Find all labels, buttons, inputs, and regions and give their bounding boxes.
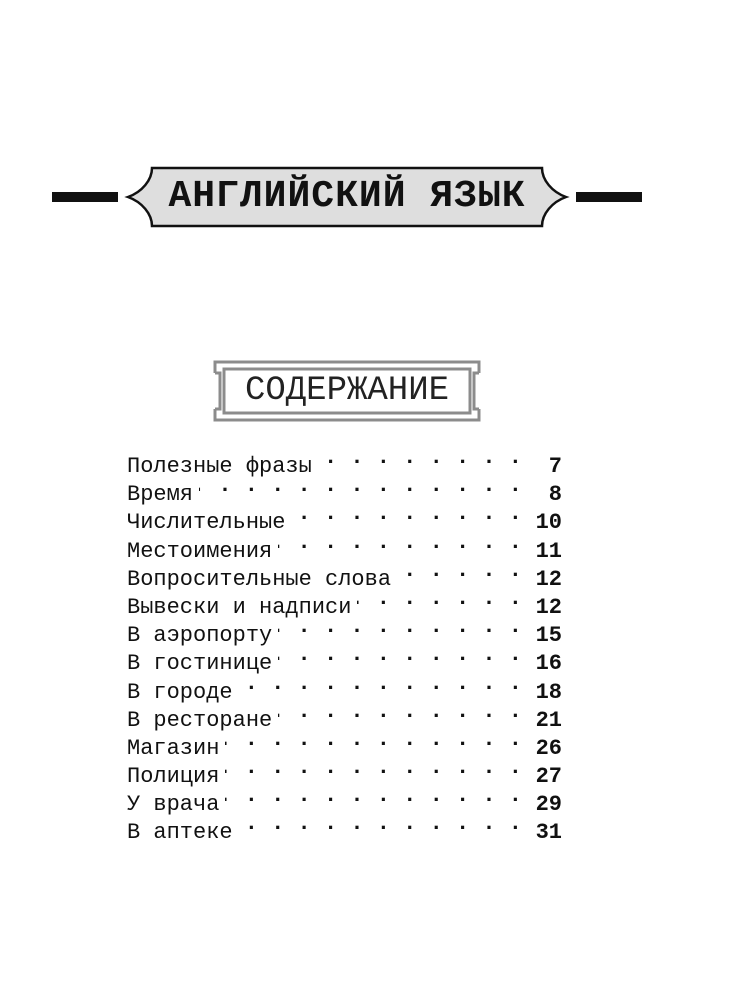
toc-entry-title: Вопросительные слова [127, 566, 395, 594]
toc-page-number: 31 [535, 820, 562, 846]
toc-page-number: 8 [548, 482, 562, 508]
toc-leader-dots [278, 698, 522, 726]
toc-page-number: 10 [535, 510, 562, 536]
toc-leader-dots [239, 670, 522, 698]
title-banner [52, 166, 642, 228]
toc-entry-title: Вывески и надписи [127, 594, 355, 622]
toc-page-number: 11 [535, 538, 562, 564]
toc-leader-dots [318, 444, 522, 472]
toc-page-number: 26 [535, 735, 562, 761]
toc-leader-dots [291, 500, 522, 528]
toc-page-number: 15 [535, 623, 562, 649]
toc-entry-title: Числительные [127, 509, 289, 537]
toc-entry-title: Полезные фразы [127, 453, 316, 481]
toc-page-number: 16 [535, 651, 562, 677]
toc-leader-dots [225, 782, 522, 810]
toc-page-number: 7 [548, 454, 562, 479]
toc-leader-dots [239, 810, 522, 838]
toc-entry-title: В аэропорту [127, 622, 276, 650]
toc-page-number: 18 [535, 679, 562, 705]
toc-leader-dots [278, 641, 522, 669]
toc-leader-dots [397, 557, 522, 585]
toc-entry-title: Полиция [127, 763, 223, 791]
toc-entry-title: В гостинице [127, 650, 276, 678]
toc-entry-title: В городе [127, 679, 237, 707]
toc-leader-dots [278, 529, 522, 557]
toc-entry-title: Местоимения [127, 538, 276, 566]
toc-leader-dots [225, 754, 522, 782]
toc-entry-title: Магазин [127, 735, 223, 763]
contents-heading-frame [212, 359, 482, 423]
toc-page-number: 29 [535, 792, 562, 818]
book-title: АНГЛИЙСКИЙ ЯЗЫК [168, 175, 526, 218]
toc-page-number: 21 [535, 707, 562, 733]
toc-entry-title: В аптеке [127, 819, 237, 847]
toc-entry-title: Время [127, 481, 197, 509]
toc-entry-title: В ресторане [127, 707, 276, 735]
toc-entry-title: У врача [127, 791, 223, 819]
toc-page-number: 27 [535, 764, 562, 790]
toc-page-number: 12 [535, 594, 562, 620]
toc-row[interactable] [127, 444, 562, 479]
contents-heading: СОДЕРЖАНИЕ [244, 372, 450, 410]
table-of-contents [127, 444, 562, 846]
toc-page-number: 12 [535, 566, 562, 592]
